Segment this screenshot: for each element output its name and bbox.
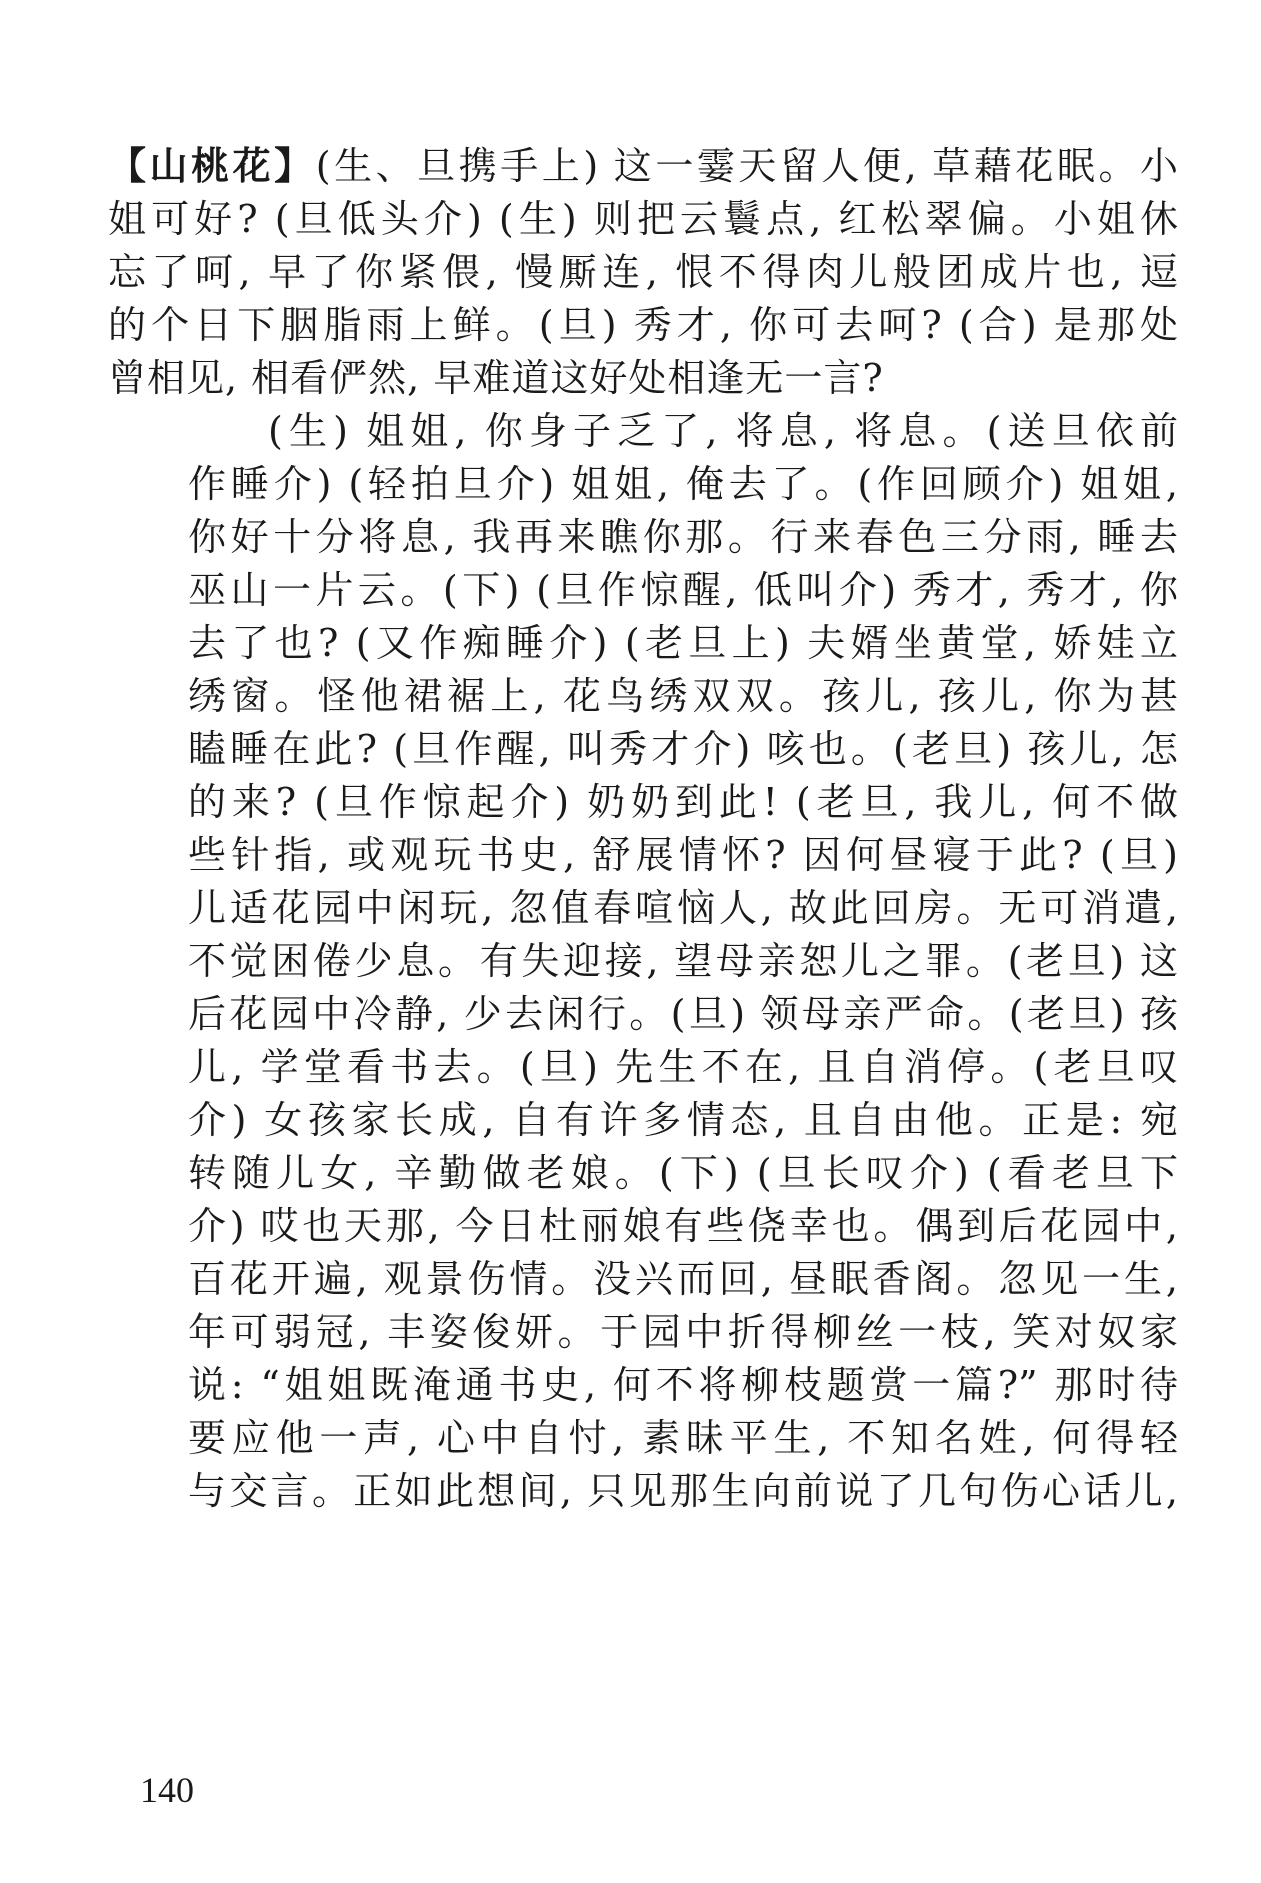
- verse-line-2: 姐可好? (旦低头介) (生) 则把云鬟点, 红松翠偏。小姐休: [108, 197, 1178, 241]
- verse-line-4: 的个日下胭脂雨上鲜。(旦) 秀才, 你可去呵? (合) 是那处: [108, 303, 1178, 347]
- prose-line-7: 瞌睡在此? (旦作醒, 叫秀才介) 咳也。(老旦) 孩儿, 怎: [188, 727, 1178, 771]
- prose-line-4: 巫山一片云。(下) (旦作惊醒, 低叫介) 秀才, 秀才, 你: [188, 568, 1178, 612]
- prose-line-11: 不觉困倦少息。有失迎接, 望母亲恕儿之罪。(老旦) 这: [188, 939, 1178, 983]
- prose-line-5: 去了也? (又作痴睡介) (老旦上) 夫婿坐黄堂, 娇娃立: [188, 621, 1178, 665]
- prose-line-6: 绣窗。怪他裙裾上, 花鸟绣双双。孩儿, 孩儿, 你为甚: [188, 674, 1178, 718]
- prose-line-19: 说: “姐姐既淹通书史, 何不将柳枝题赏一篇?” 那时待: [188, 1363, 1178, 1407]
- verse-line-text: (生、旦携手上) 这一霎天留人便, 草藉花眠。小: [315, 144, 1178, 188]
- prose-line-17: 百花开遍, 观景伤情。没兴而回, 昼眠香阁。忽见一生,: [188, 1257, 1178, 1301]
- prose-line-3: 你好十分将息, 我再来瞧你那。行来春色三分雨, 睡去: [188, 515, 1178, 559]
- prose-line-12: 后花园中冷静, 少去闲行。(旦) 领母亲严命。(老旦) 孩: [188, 992, 1178, 1036]
- tune-title: 【山桃花】: [108, 143, 316, 188]
- prose-line-21: 与交言。正如此想间, 只见那生向前说了几句伤心话儿,: [188, 1469, 1178, 1513]
- prose-line-1: (生) 姐姐, 你身子乏了, 将息, 将息。(送旦依前: [268, 409, 1178, 453]
- verse-line-5: 曾相见, 相看俨然, 早难道这好处相逢无一言?: [108, 356, 884, 400]
- verse-line-3: 忘了呵, 早了你紧偎, 慢厮连, 恨不得肉儿般团成片也, 逗: [108, 250, 1178, 294]
- prose-line-10: 儿适花园中闲玩, 忽值春喧恼人, 故此回房。无可消遣,: [188, 886, 1178, 930]
- prose-line-20: 要应他一声, 心中自忖, 素昧平生, 不知名姓, 何得轻: [188, 1416, 1178, 1460]
- prose-line-13: 儿, 学堂看书去。(旦) 先生不在, 且自消停。(老旦叹: [188, 1045, 1178, 1089]
- prose-line-18: 年可弱冠, 丰姿俊妍。于园中折得柳丝一枝, 笑对奴家: [188, 1310, 1178, 1354]
- prose-line-9: 些针指, 或观玩书史, 舒展情怀? 因何昼寝于此? (旦): [188, 833, 1178, 877]
- prose-line-8: 的来? (旦作惊起介) 奶奶到此! (老旦, 我儿, 何不做: [188, 780, 1178, 824]
- prose-line-16: 介) 哎也天那, 今日杜丽娘有些侥幸也。偶到后花园中,: [188, 1204, 1178, 1248]
- prose-line-2: 作睡介) (轻拍旦介) 姐姐, 俺去了。(作回顾介) 姐姐,: [188, 462, 1178, 506]
- prose-line-14: 介) 女孩家长成, 自有许多情态, 且自由他。正是: 宛: [188, 1098, 1178, 1142]
- prose-line-15: 转随儿女, 辛勤做老娘。(下) (旦长叹介) (看老旦下: [188, 1151, 1178, 1195]
- page-number: 140: [140, 1770, 194, 1810]
- verse-line-1: [108, 140, 1178, 192]
